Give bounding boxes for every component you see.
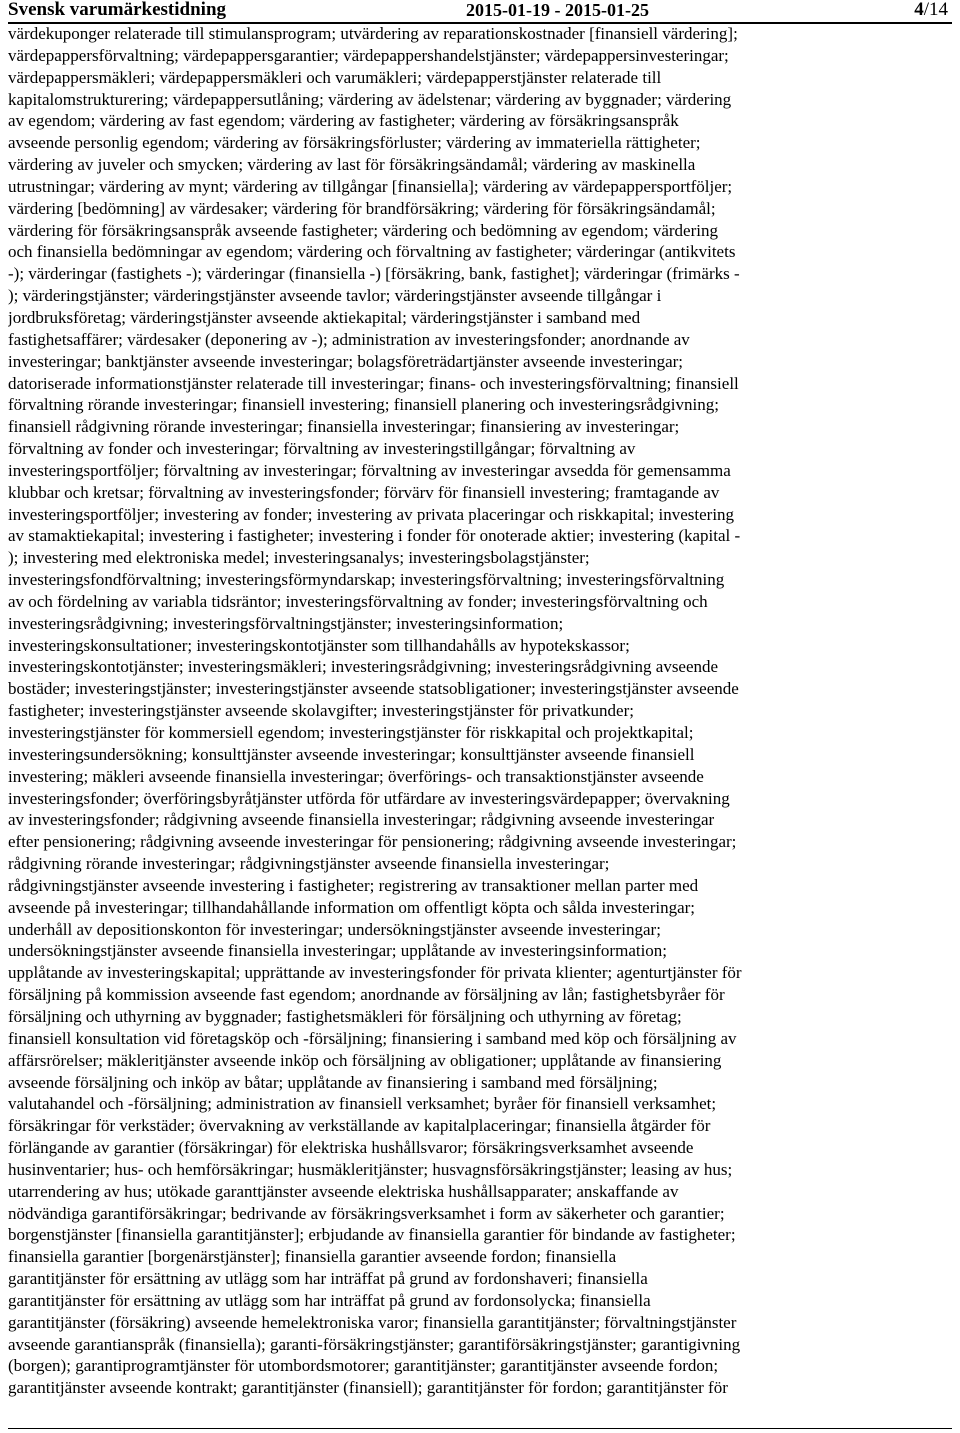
page-total: /14 xyxy=(923,0,948,20)
text-line: och finansiella bedömningar av egendom; värdering och förvaltning av fastigheter; värderingar (antikvitets xyxy=(8,242,736,262)
text-line: kapitalomstrukturering; värdepappersutlåning; värdering av ädelstenar; värdering av byggnader; värdering xyxy=(8,89,732,109)
text-line: investeringskonsultationer; investeringskontotjänster som tillhandahålls av hypotekskassor; xyxy=(8,635,630,655)
text-line: -); värderingar (fastighets -); värderingar (finansiella -) [försäkring, bank, fastighet]; värderingar (frimärks - xyxy=(8,264,740,284)
page-current: 4 xyxy=(914,0,924,20)
text-line: fastigheter; investeringstjänster avseende skolavgifter; investeringstjänster för privatkunder; xyxy=(8,701,634,721)
text-line: ); investering med elektroniska medel; investeringsanalys; investeringsbolagstjänster; xyxy=(8,548,590,568)
text-line: ); värderingstjänster; värderingstjänster avseende tavlor; värderingstjänster avseende tillgångar i xyxy=(8,286,662,306)
text-line: avseende försäljning och inköp av båtar; upplåtande av finansiering i samband med försäljning; xyxy=(8,1072,658,1092)
text-line: investeringsportföljer; förvaltning av investeringar; förvaltning av investeringar avsedda för gemensamma xyxy=(8,460,731,480)
text-line: fastighetsaffärer; värdesaker (deponering av -); administration av investeringsfonder; anordnande av xyxy=(8,329,690,349)
text-line: investeringsfonder; överföringsbyråtjänster utförda för utfärdare av investeringsvärdepapper; övervakning xyxy=(8,788,730,808)
text-line: rådgivning rörande investeringar; rådgivningstjänster avseende finansiella investeringar; xyxy=(8,854,610,874)
text-line: rådgivningstjänster avseende investering i fastigheter; registrering av transaktioner mellan parter med xyxy=(8,875,699,895)
text-line: av och fördelning av variabla tidsräntor; investeringsförvaltning av fonder; investeringsförvaltning och xyxy=(8,591,708,611)
text-line: försäljning på kommission avseende fast egendom; anordnande av försäljning av lån; fastighetsbyråer för xyxy=(8,985,725,1005)
text-line: finansiella garantier [borgenärstjänster]; finansiella garantier avseende fordon; finansiella xyxy=(8,1247,617,1267)
text-line: underhåll av depositionskonton för investeringar; undersökningstjänster avseende investeringar; xyxy=(8,919,661,939)
text-line: avseende på investeringar; tillhandahållande information om offentligt köpta och sålda investeringar; xyxy=(8,897,696,917)
text-line: värdekuponger relaterade till stimulansprogram; utvärdering av reparationskostnader [finansiell värdering]; xyxy=(8,24,738,43)
footer-divider xyxy=(8,1428,952,1429)
text-line: av investeringsfonder; rådgivning avseende finansiella investeringar; rådgivning avseende investeringar xyxy=(8,810,715,830)
text-line: investeringsfondförvaltning; investeringsförmyndarskap; investeringsförvaltning; investeringsförvaltning xyxy=(8,570,725,590)
text-line: avseende garantianspråk (finansiella); garanti-försäkringstjänster; garantiförsäkringstjänster; garantigivning xyxy=(8,1334,741,1354)
page-number xyxy=(914,0,948,20)
text-line: jordbruksföretag; värderingstjänster avseende aktiekapital; värderingstjänster i samband med xyxy=(8,307,641,327)
text-line: värdering för försäkringsanspråk avseende fastigheter; värdering och bedömning av egendom; värdering xyxy=(8,220,718,240)
publication-title: Svensk varumärkestidning xyxy=(8,0,227,20)
text-line: garantitjänster för ersättning av utlägg som har inträffat på grund av fordonsolycka; finansiella xyxy=(8,1290,651,1310)
text-line: försäkringar för verkstäder; övervakning av verkställande av kapitalplaceringar; finansiella åtgärder för xyxy=(8,1116,711,1136)
text-line: (borgen); garantiprogramtjänster för utombordsmotorer; garantitjänster; garantitjänster avseende fordon; xyxy=(8,1356,719,1376)
text-line: värdepappersmäkleri; värdepappersmäkleri och varumäkleri; värdepapperstjänster relaterade till xyxy=(8,67,662,87)
text-line: garantitjänster för ersättning av utlägg som har inträffat på grund av fordonshaveri; finansiella xyxy=(8,1269,648,1289)
text-line: valutahandel och -försäljning; administration av finansiell verksamhet; byråer för finansiell verksamhet; xyxy=(8,1094,717,1114)
document-body xyxy=(8,23,952,1399)
text-line: avseende personlig egendom; värdering av försäkringsförluster; värdering av immateriella rättigheter; xyxy=(8,133,701,153)
text-line: investeringar; banktjänster avseende investeringar; bolagsföreträdartjänster avseende investeringar; xyxy=(8,351,684,371)
text-line: utrustningar; värdering av mynt; värdering av tillgångar [finansiella]; värdering av värdepappersportföljer; xyxy=(8,176,733,196)
text-line: husinventarier; hus- och hemförsäkringar; husmäkleritjänster; husvagnsförsäkringstjänster; leasing av hus; xyxy=(8,1159,733,1179)
text-line: efter pensionering; rådgivning avseende investeringar för pensionering; rådgivning avseende investeringar; xyxy=(8,832,737,852)
text-line: förlängande av garantier (försäkringar) för elektriska hushållsvaror; försäkringsverksamhet avseende xyxy=(8,1138,694,1158)
text-line: finansiell rådgivning rörande investeringar; finansiella investeringar; finansiering av investeringar; xyxy=(8,417,680,437)
text-line: datoriserade informationstjänster relaterade till investeringar; finans- och investeringsförvaltning; finansiell xyxy=(8,373,739,393)
text-line: klubbar och kretsar; förvaltning av investeringsfonder; förvärv för finansiell investering; framtagande av xyxy=(8,482,720,502)
text-line: garantitjänster avseende kontrakt; garantitjänster (finansiell); garantitjänster för fordon; garantitjänster för xyxy=(8,1378,728,1398)
text-line: värdepappersförvaltning; värdepappersgarantier; värdepappershandelstjänster; värdepappersinvesteringar; xyxy=(8,45,729,65)
text-line: värdering [bedömning] av värdesaker; värdering för brandförsäkring; värdering för försäkringsändamål; xyxy=(8,198,716,218)
text-line: förvaltning rörande investeringar; finansiell investering; finansiell planering och investeringsrådgivning; xyxy=(8,395,719,415)
text-line: nödvändiga garantiförsäkringar; bedrivande av försäkringsverksamhet i form av säkerheter och garantier; xyxy=(8,1203,725,1223)
text-line: investeringsrådgivning; investeringsförvaltningstjänster; investeringsinformation; xyxy=(8,613,564,633)
date-range: 2015-01-19 - 2015-01-25 xyxy=(466,0,649,20)
text-line: affärsrörelser; mäkleritjänster avseende inköp och försäljning av obligationer; upplåtande av finansiering xyxy=(8,1050,722,1070)
text-line: investering; mäkleri avseende finansiella investeringar; överförings- och transaktionstjänster avseende xyxy=(8,766,704,786)
text-line: av stamaktiekapital; investering i fastigheter; investering i fonder för onoterade aktier; investering (kapital - xyxy=(8,526,741,546)
text-line: investeringsundersökning; konsulttjänster avseende investeringar; konsulttjänster avseende finansiell xyxy=(8,744,695,764)
text-line: garantitjänster (försäkring) avseende hemelektroniska varor; finansiella garantitjänster; förvaltningstjänster xyxy=(8,1312,737,1332)
text-line: upplåtande av investeringskapital; upprättande av investeringsfonder för privata klienter; agenturtjänster för xyxy=(8,963,742,983)
text-line: av egendom; värdering av fast egendom; värdering av fastigheter; värdering av försäkringsanspråk xyxy=(8,111,679,131)
text-line: finansiell konsultation vid företagsköp och -försäljning; finansiering i samband med köp och försäljning av xyxy=(8,1028,737,1048)
text-line: investeringsportföljer; investering av fonder; investering av privata placeringar och riskkapital; investering xyxy=(8,504,735,524)
text-line: undersökningstjänster avseende finansiella investeringar; upplåtande av investeringsinformation; xyxy=(8,941,668,961)
text-line: investeringskontotjänster; investeringsmäkleri; investeringsrådgivning; investeringsrådgivning avseende xyxy=(8,657,719,677)
text-line: utarrendering av hus; utökade garanttjänster avseende elektriska hushållsapparater; anskaffande av xyxy=(8,1181,679,1201)
text-line: försäljning och uthyrning av byggnader; fastighetsmäkleri för försäljning och uthyrning av företag; xyxy=(8,1006,682,1026)
text-line: investeringstjänster för kommersiell egendom; investeringstjänster för riskkapital och projektkapital; xyxy=(8,723,694,742)
page-header xyxy=(8,0,952,24)
text-line: värdering av juveler och smycken; värdering av last för försäkringsändamål; värdering av maskinella xyxy=(8,155,696,175)
text-line: borgenstjänster [finansiella garantitjänster]; erbjudande av finansiella garantier för bindande av fastigheter; xyxy=(8,1225,736,1245)
text-line: bostäder; investeringstjänster; investeringstjänster avseende statsobligationer; investeringstjänster avseende xyxy=(8,679,739,699)
text-line: förvaltning av fonder och investeringar; förvaltning av investeringstillgångar; förvaltning av xyxy=(8,439,636,459)
